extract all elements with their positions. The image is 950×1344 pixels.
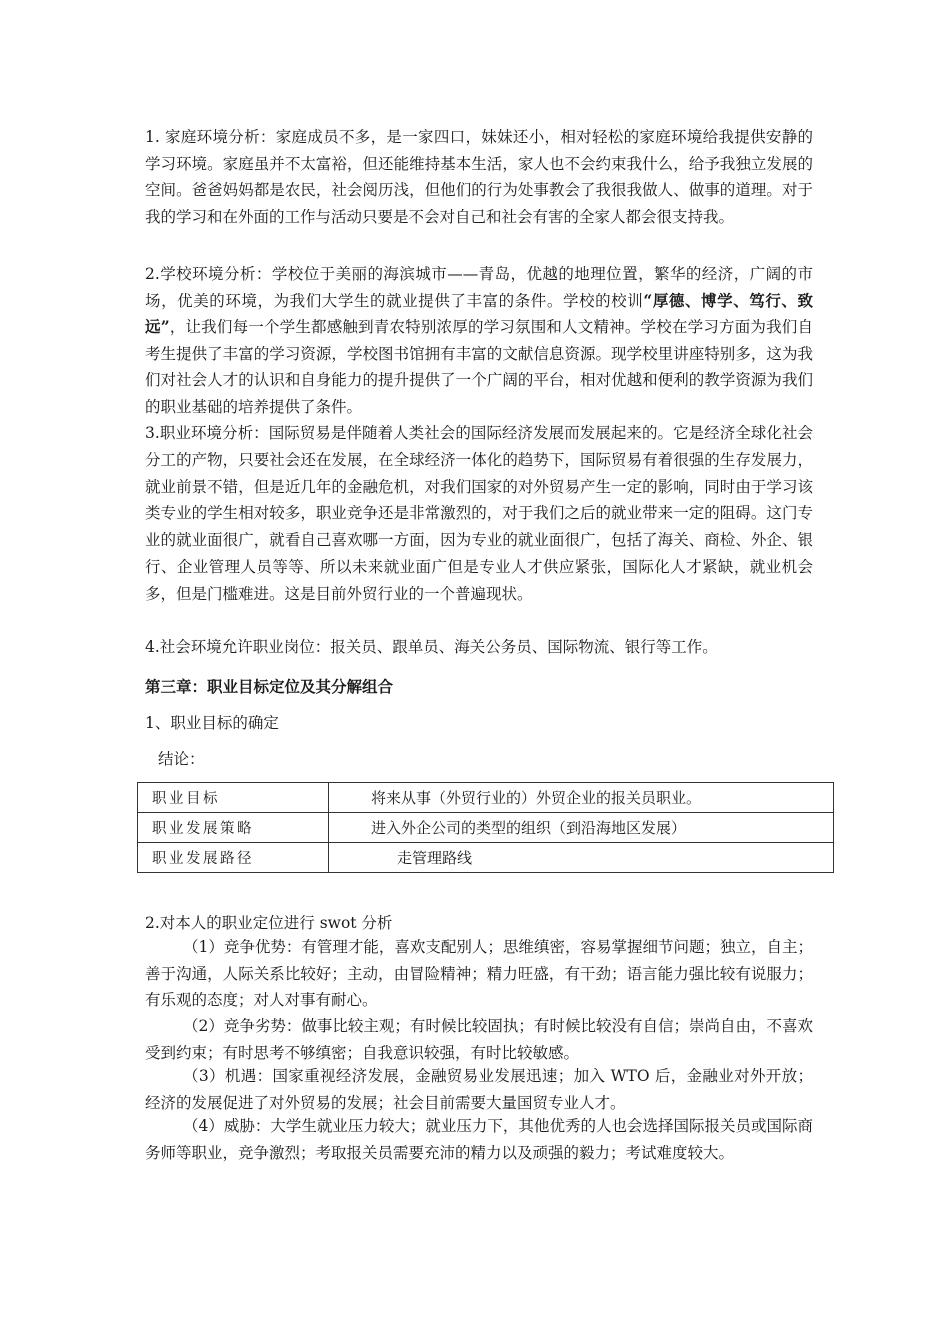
school-motto: “厚德、博学、笃行、致远” bbox=[145, 290, 813, 336]
swot-threats: （4）威胁：大学生就业压力较大；就业压力下，其他优秀的人也会选择国际报关员或国际商务师等职业，竞争激烈；考取报关员需要充沛的精力以及顽强的毅力；考试难度较大。 bbox=[145, 1117, 813, 1162]
table-row bbox=[138, 813, 834, 843]
career-environment-paragraph: 3.职业环境分析：国际贸易是伴随着人类社会的国际经济发展而发展起来的。它是经济全球化社会分工的产物，只要社会还在发展，在全球经济一体化的趋势下，国际贸易有着很强的生存发展力，就业前景不错，但是近几年的金融危机，对我们国家的对外贸易产生一定的影响，同时由于学习该类专业的学生相对较多，职业竞争还是非常激烈的，对于我们之后的就业带来一定的阻碍。这门专业的就业面很广，就看自己喜欢哪一方面，因为专业的就业面很广，包括了海关、商检、外企、银行、企业管理人员等等、所以未来就业面广但是专业人才供应紧张，国际化人才紧缺，就业机会多，但是门槛难进。这是目前外贸行业的一个普遍现状。 bbox=[145, 424, 813, 603]
swot-opportunities: （3）机遇：国家重视经济发展，金融贸易业发展迅速；加入 WTO 后，金融业对外开放；经济的发展促进了对外贸易的发展；社会目前需要大量国贸专业人才。 bbox=[145, 1067, 813, 1112]
table-row bbox=[138, 843, 834, 873]
school-environment-text-b: ，让我们每一个学生都感触到青农特别浓厚的学习氛围和人文精神。学校在学习方面为我们自考生提供了丰富的学习资源，学校图书馆拥有丰富的文献信息资源。现学校里讲座特别多，这为我们对社会人才的认识和自身能力的提升提供了一个广阔的平台，相对优越和便利的教学资源为我们的职业基础的培养提供了条件。 bbox=[145, 318, 813, 416]
swot-heading: 2.对本人的职业定位进行 swot 分析 bbox=[145, 914, 393, 932]
family-environment-paragraph: 1. 家庭环境分析：家庭成员不多，是一家四口，妹妹还小，相对轻松的家庭环境给我提供安静的学习环境。家庭虽并不太富裕，但还能维持基本生活，家人也不会约束我什么，给予我独立发展的空间。爸爸妈妈都是农民，社会阅历浅，但他们的行为处事教会了我很我做人、做事的道理。对于我的学习和在外面的工作与活动只要是不会对自己和社会有害的全家人都会很支持我。 bbox=[145, 128, 813, 226]
chapter-title: 第三章：职业目标定位及其分解组合 bbox=[145, 677, 394, 696]
goal-heading: 1、职业目标的确定 bbox=[145, 714, 279, 732]
school-environment-text-a: 2.学校环境分析：学校位于美丽的海滨城市——青岛，优越的地理位置，繁华的经济，广阔的市场，优美的环境，为我们大学生的就业提供了丰富的条件。学校的校训 bbox=[145, 265, 813, 310]
swot-strengths: （1）竞争优势：有管理才能，喜欢支配别人；思维缜密，容易掌握细节问题；独立，自主；善于沟通，人际关系比较好；主动，由冒险精神；精力旺盛，有干劲；语言能力强比较有说服力；有乐观的态度；对人对事有耐心。 bbox=[145, 938, 813, 1009]
career-goal-table bbox=[137, 782, 834, 873]
table-label-cell: 职业目标 bbox=[138, 783, 329, 813]
table-row bbox=[138, 783, 834, 813]
conclusion-label: 结论： bbox=[158, 750, 205, 768]
table-value-cell: 走管理路线 bbox=[329, 843, 834, 873]
table-label-cell: 职业发展策略 bbox=[138, 813, 329, 843]
table-value-cell: 将来从事（外贸行业的）外贸企业的报关员职业。 bbox=[329, 783, 834, 813]
table-value-cell: 进入外企公司的类型的组织（到沿海地区发展） bbox=[329, 813, 834, 843]
school-environment-paragraph bbox=[145, 261, 813, 420]
table-label-cell: 职业发展路径 bbox=[138, 843, 329, 873]
swot-weaknesses: （2）竞争劣势：做事比较主观；有时候比较固执；有时候比较没有自信；崇尚自由，不喜欢受到约束；有时思考不够缜密；自我意识较强，有时比较敏感。 bbox=[145, 1017, 813, 1062]
social-environment-paragraph: 4.社会环境允许职业岗位：报关员、跟单员、海关公务员、国际物流、银行等工作。 bbox=[145, 638, 718, 656]
